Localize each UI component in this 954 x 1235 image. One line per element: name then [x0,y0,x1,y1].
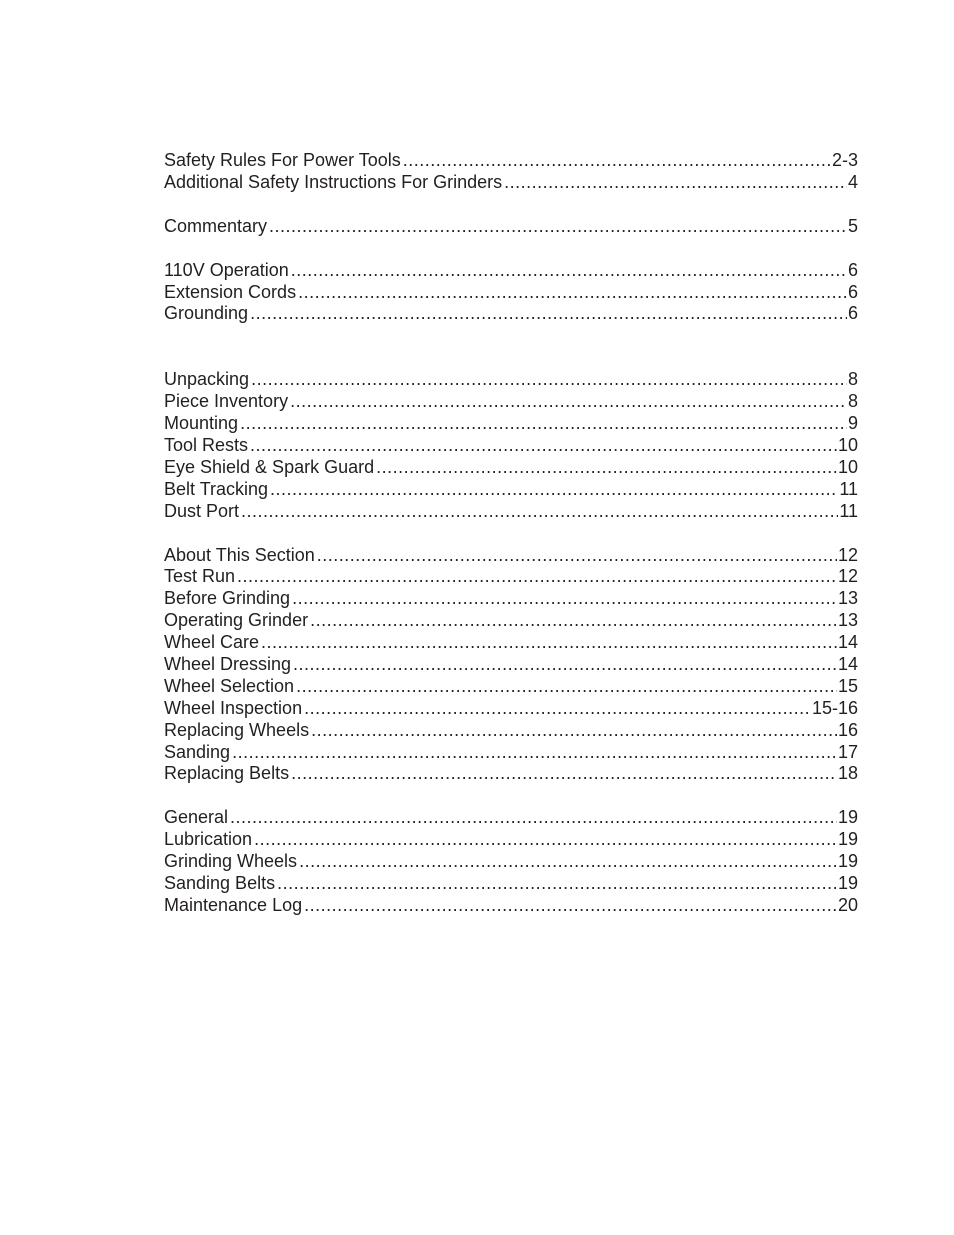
dot-leader [232,742,837,764]
toc-entry-page: 15-16 [811,697,858,718]
dot-leader [251,369,847,391]
toc-group-commentary [164,216,858,238]
toc-entry[interactable] [164,807,858,829]
toc-entry-page: 17 [837,741,858,762]
toc-entry[interactable] [164,851,858,873]
toc-entry[interactable] [164,610,858,632]
dot-leader [290,391,847,413]
toc-entry[interactable] [164,720,858,742]
toc-entry-title: Extension Cords [164,281,297,302]
toc-entry-page: 18 [837,763,858,784]
toc-entry-page: 10 [837,456,858,477]
dot-leader [250,303,847,325]
toc-entry[interactable] [164,413,858,435]
toc-entry-title: Safety Rules For Power Tools [164,150,401,170]
toc-entry[interactable] [164,588,858,610]
toc-entry-title: General [164,807,229,828]
toc-entry[interactable] [164,698,858,720]
toc-entry-page: 6 [847,259,858,280]
toc-entry-title: Replacing Belts [164,763,290,784]
toc-entry-title: Replacing Wheels [164,719,310,740]
dot-leader [296,676,837,698]
toc-entry-title: Sanding Belts [164,873,276,894]
dot-leader [376,457,837,479]
dot-leader [230,807,837,829]
toc-entry-title: Wheel Care [164,632,260,653]
toc-entry-title: Piece Inventory [164,391,289,412]
toc-group-safety [164,150,858,194]
toc-entry[interactable] [164,501,858,523]
toc-entry-title: Commentary [164,215,268,236]
toc-entry[interactable] [164,479,858,501]
toc-entry-page: 12 [837,566,858,587]
toc-entry-title: Additional Safety Instructions For Grinders [164,171,503,192]
dot-leader [311,720,837,742]
toc-entry-page: 13 [837,588,858,609]
toc-entry-page: 15 [837,675,858,696]
dot-leader [304,698,811,720]
toc-entry-title: Maintenance Log [164,894,303,915]
toc-entry-title: Before Grinding [164,588,291,609]
toc-group-setup [164,369,858,522]
toc-entry-title: Wheel Inspection [164,697,303,718]
toc-entry[interactable] [164,545,858,567]
dot-leader [298,282,847,304]
dot-leader [304,895,837,917]
toc-entry[interactable] [164,457,858,479]
toc-entry[interactable] [164,216,858,238]
toc-entry-page: 14 [837,654,858,675]
dot-leader [293,654,837,676]
toc-entry[interactable] [164,829,858,851]
toc-entry-title: Grounding [164,303,249,324]
dot-leader [237,566,837,588]
toc-entry-title: Operating Grinder [164,610,309,631]
toc-entry-page: 19 [837,873,858,894]
toc-entry-title: Wheel Selection [164,675,295,696]
toc-entry-title: Unpacking [164,369,250,390]
toc-entry[interactable] [164,566,858,588]
toc-entry-page: 10 [837,435,858,456]
toc-entry[interactable] [164,895,858,917]
toc-entry[interactable] [164,676,858,698]
toc-entry-page: 4 [847,171,858,192]
toc-group-electrical [164,260,858,326]
dot-leader [292,588,837,610]
toc-entry-page: 6 [847,281,858,302]
toc-entry-page: 13 [837,610,858,631]
toc-entry[interactable] [164,873,858,895]
toc-entry-title: Grinding Wheels [164,851,298,872]
toc-entry-page: 8 [847,369,858,390]
dot-leader [241,501,838,523]
dot-leader [504,172,847,194]
toc-entry-title: Lubrication [164,829,253,850]
toc-entry[interactable] [164,172,858,194]
toc-entry[interactable] [164,742,858,764]
dot-leader [299,851,837,873]
toc-entry[interactable] [164,260,858,282]
dot-leader [277,873,837,895]
toc-entry[interactable] [164,435,858,457]
dot-leader [254,829,837,851]
dot-leader [240,413,847,435]
toc-entry-page: 20 [837,894,858,915]
toc-entry-page: 9 [847,413,858,434]
toc-entry-page: 8 [847,391,858,412]
toc-entry-title: Belt Tracking [164,478,269,499]
dot-leader [261,632,837,654]
table-of-contents [164,150,858,917]
toc-entry-page: 2-3 [831,150,858,170]
toc-entry-title: Test Run [164,566,236,587]
toc-entry-title: About This Section [164,544,315,565]
toc-entry-title: Mounting [164,413,239,434]
toc-entry-title: 110V Operation [164,259,289,280]
dot-leader [270,479,838,501]
dot-leader [317,545,837,567]
dot-leader [403,150,831,172]
toc-entry[interactable] [164,150,858,172]
toc-entry[interactable] [164,303,858,325]
toc-entry-page: 12 [837,544,858,565]
toc-entry-page: 6 [847,303,858,324]
toc-entry[interactable] [164,654,858,676]
toc-entry-title: Dust Port [164,500,240,521]
dot-leader [250,435,837,457]
dot-leader [291,763,837,785]
toc-entry-page: 5 [847,215,858,236]
toc-entry[interactable] [164,282,858,304]
toc-entry[interactable] [164,632,858,654]
dot-leader [291,260,847,282]
toc-entry-page: 19 [837,851,858,872]
toc-entry-title: Wheel Dressing [164,654,292,675]
toc-entry[interactable] [164,391,858,413]
toc-group-maintenance [164,807,858,916]
toc-entry-title: Tool Rests [164,435,249,456]
toc-group-operations [164,545,858,786]
toc-entry-page: 11 [839,478,858,499]
toc-entry-page: 16 [837,719,858,740]
toc-entry-page: 19 [837,829,858,850]
toc-entry[interactable] [164,763,858,785]
dot-leader [310,610,837,632]
toc-entry-title: Sanding [164,741,231,762]
toc-entry-page: 19 [837,807,858,828]
toc-entry-page: 11 [839,500,858,521]
dot-leader [269,216,847,238]
toc-entry[interactable] [164,369,858,391]
toc-entry-title: Eye Shield & Spark Guard [164,456,375,477]
toc-entry-page: 14 [837,632,858,653]
